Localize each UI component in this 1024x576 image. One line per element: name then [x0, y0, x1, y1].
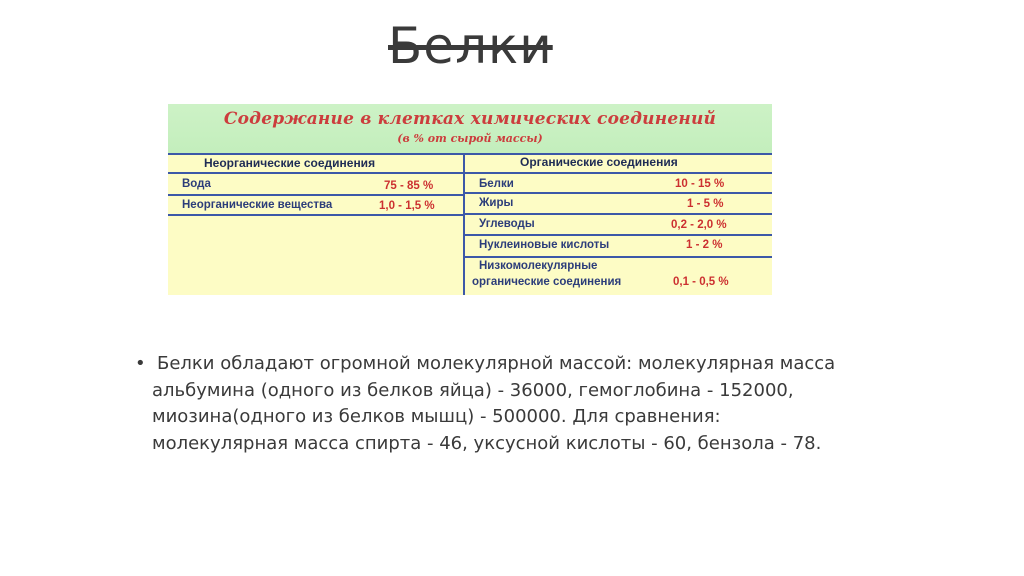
- row-name-low-molecular-line1: Низкомолекулярные: [479, 260, 598, 272]
- row-value-low-molecular: 0,1 - 0,5 %: [673, 276, 729, 288]
- slide-title: Белки: [388, 17, 553, 75]
- row-name-low-molecular-line2: органические соединения: [472, 276, 622, 288]
- table-line: [168, 153, 772, 155]
- bullet-marker: •: [135, 353, 146, 374]
- row-name-nucleic-acids: Нуклеиновые кислоты: [479, 239, 610, 251]
- table-line: [465, 192, 772, 194]
- bullet-text: Белки обладают огромной молекулярной массой: молекулярная масса альбумина (одного из белков яйца) - 36000, гемоглобина - 152000, миозина(одного из белков мышц) - 500000. Для сравнения: молекулярная масса спирта - 46, уксусной кислоты - 60, бензола - 78.: [152, 353, 836, 454]
- table-divider: [463, 153, 465, 295]
- table-header-band: [168, 104, 772, 155]
- table-line: [465, 256, 772, 258]
- table-title: Содержание в клетках химических соединений: [223, 109, 717, 129]
- table-line: [168, 194, 463, 196]
- row-value-carbohydrates: 0,2 - 2,0 %: [671, 219, 727, 231]
- table-subtitle: (в % от сырой массы): [397, 132, 543, 145]
- row-value-proteins: 10 - 15 %: [675, 178, 725, 190]
- row-value-fats: 1 - 5 %: [687, 198, 724, 210]
- row-name-water: Вода: [182, 178, 211, 190]
- table-line: [465, 234, 772, 236]
- row-name-carbohydrates: Углеводы: [479, 218, 535, 230]
- table-line: [168, 172, 772, 174]
- column-header-inorganic: Неорганические соединения: [204, 156, 376, 170]
- table-line: [465, 213, 772, 215]
- composition-table: [168, 104, 772, 295]
- column-header-organic: Органические соединения: [520, 155, 678, 169]
- row-value-water: 75 - 85 %: [384, 180, 434, 192]
- bullet-paragraph: [135, 351, 855, 457]
- row-value-inorganic-substances: 1,0 - 1,5 %: [379, 200, 435, 212]
- row-value-nucleic-acids: 1 - 2 %: [686, 239, 723, 251]
- row-name-inorganic-substances: Неорганические вещества: [182, 199, 333, 211]
- row-name-proteins: Белки: [479, 178, 514, 190]
- row-name-fats: Жиры: [479, 197, 514, 209]
- table-line: [168, 214, 463, 216]
